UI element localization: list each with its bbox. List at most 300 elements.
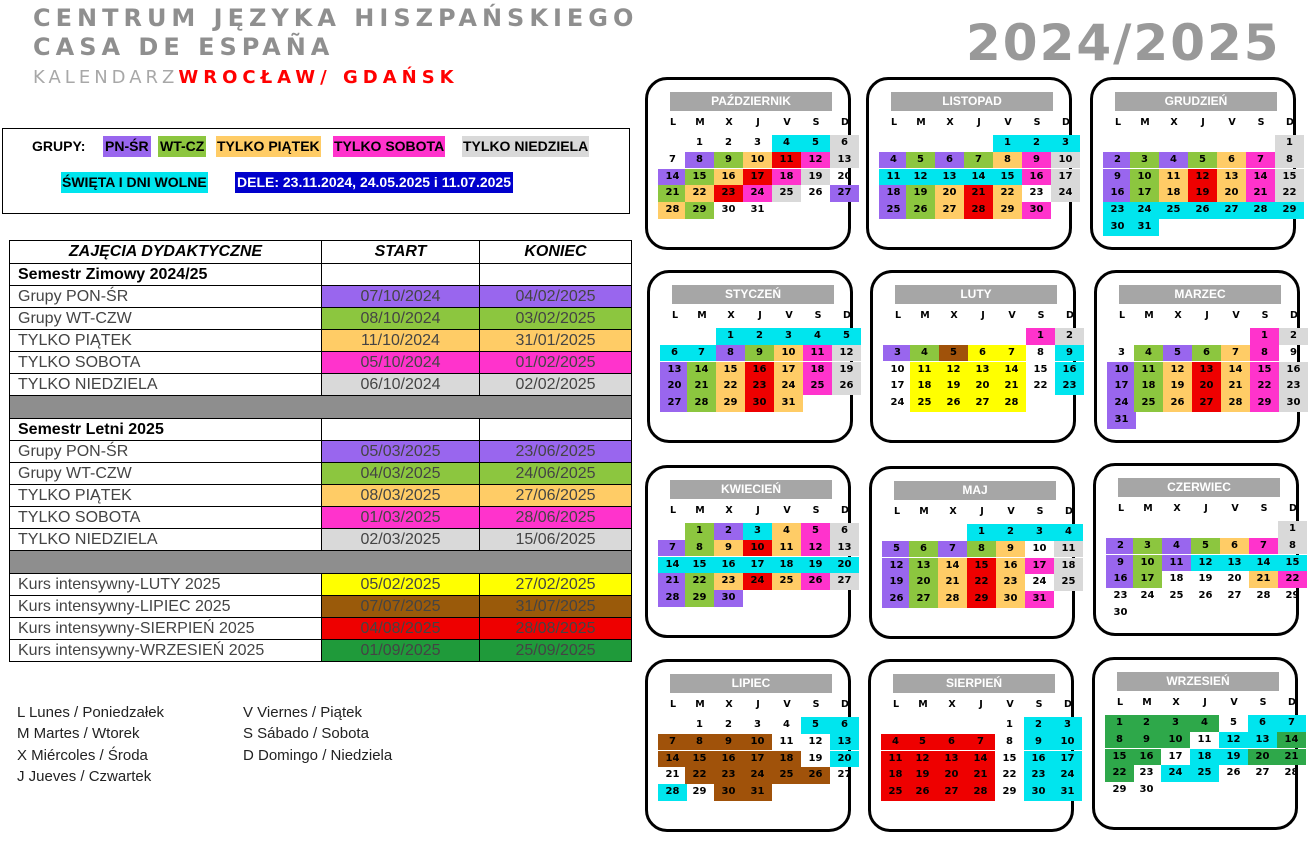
calendar-day: 10 [774,345,803,362]
calendar-day: 22 [1033,380,1048,392]
day-header: D [843,310,851,321]
day-header: D [1064,699,1072,710]
calendar-day: 6 [1220,538,1249,555]
day-header: L [1114,117,1122,128]
calendar-day: 27 [909,591,938,608]
calendar-day: 2 [1103,152,1132,169]
col-header-koniec: KONIEC [480,241,632,264]
calendar-day: 24 [743,185,772,202]
calendar-day: 9 [1022,152,1051,169]
day-header: D [841,505,849,516]
calendar-day: 23 [1029,187,1044,199]
day-header: L [894,310,902,321]
calendar-day: 3 [1133,538,1162,555]
calendar-day: 27 [660,395,689,412]
calendar-day: 19 [1219,749,1248,766]
day-header: V [785,310,793,321]
calendar-day: 3 [1053,717,1082,734]
calendar-day: 24 [890,397,905,409]
calendar-day: 17 [1107,378,1136,395]
day-header: M [916,117,926,128]
calendar-day: 21 [964,185,993,202]
table-row [10,596,632,618]
calendar-day: 3 [754,719,761,730]
day-header: J [758,310,762,321]
calendar-day: 25 [910,395,939,412]
calendar-day: 31 [1107,412,1136,429]
calendar-day: 3 [1051,135,1080,152]
kalendarz-label: KALENDARZ [33,67,179,88]
calendar-day: 4 [1134,345,1163,362]
calendar-day: 15 [1275,169,1304,186]
calendar-day: 25 [881,784,910,801]
calendar-day: 7 [1277,715,1306,732]
calendar-day: 18 [1054,558,1083,575]
calendar-day: 6 [830,717,859,734]
calendar-day: 30 [721,204,736,216]
calendar-day: 14 [687,362,716,379]
calendar-day: 24 [743,767,772,784]
row-end: 01/02/2025 [480,352,632,374]
calendar-day: 1 [716,328,745,345]
row-end: 27/06/2025 [480,485,632,507]
calendar-day: 8 [1105,732,1134,749]
year-title: 2024/2025 [966,14,1281,72]
calendar-day: 23 [996,574,1025,591]
calendar-day: 22 [1105,765,1134,782]
calendar-day: 17 [1051,169,1080,186]
calendar-month [1093,463,1299,636]
table-row [10,441,632,463]
calendar-day: 9 [1103,169,1132,186]
calendar-day: 14 [997,362,1026,379]
calendar-day: 5 [832,328,861,345]
day-header: J [979,699,983,710]
calendar-day: 5 [1230,717,1237,728]
calendar-day: 30 [714,590,743,607]
calendar-day: 29 [993,202,1022,219]
day-header: S [1035,699,1043,710]
groups-legend [2,128,630,214]
calendar-day: 28 [964,202,993,219]
calendar-day: 11 [772,540,801,557]
calendar-day: 23 [714,185,743,202]
calendar-day: 7 [938,541,967,558]
calendar-day: 26 [1188,202,1217,219]
calendar-day: 3 [1130,152,1159,169]
calendar-day: 29 [1285,590,1300,602]
calendar-day: 7 [966,734,995,751]
row-start: 08/03/2025 [322,485,480,507]
calendar-day: 26 [906,202,935,219]
calendar-day: 10 [1107,362,1136,379]
calendar-day: 4 [772,135,801,152]
calendar-day: 6 [1217,152,1246,169]
calendar-day: 1 [696,719,703,730]
calendar-day: 18 [1169,573,1184,585]
calendar-day: 7 [658,734,687,751]
day-header: J [1204,503,1208,514]
calendar-day: 3 [743,523,772,540]
calendar-day: 30 [1139,784,1154,796]
calendar-day: 10 [890,363,905,375]
calendar-day: 16 [1024,751,1053,768]
calendar-day: 22 [967,574,996,591]
day-header: X [948,699,956,710]
calendar-day: 10 [1130,169,1159,186]
day-header: S [812,117,820,128]
calendar-day: 21 [658,573,687,590]
calendar-day: 2 [1279,328,1308,345]
table-row [10,640,632,662]
calendar-day: 2 [725,719,732,730]
row-name: TYLKO PIĄTEK [10,330,322,352]
day-header: S [1260,503,1268,514]
calendar-day: 14 [1246,169,1275,186]
day-header: L [1118,310,1126,321]
table-row [10,507,632,529]
legend-label: GRUPY: [32,138,86,154]
day-header: J [1203,697,1207,708]
calendar-day: 8 [716,345,745,362]
calendar-day: 4 [803,328,832,345]
calendar-day: 9 [1024,734,1053,751]
calendar-day: 27 [937,784,966,801]
calendar-day: 28 [658,784,687,801]
calendar-day: 2 [1024,717,1053,734]
calendar-day: 16 [1103,185,1132,202]
calendar-day: 25 [772,767,801,784]
calendar-day: 6 [830,135,859,152]
row-name: Grupy PON-ŚR [10,441,322,463]
calendar-day: 3 [1161,715,1190,732]
calendar-day: 8 [1250,345,1279,362]
day-header: V [1007,506,1015,517]
table-separator [10,396,632,419]
calendar-day: 8 [1278,538,1307,555]
day-header: X [727,310,735,321]
calendar-day: 24 [1161,765,1190,782]
calendar-day: 13 [909,558,938,575]
calendar-day: 19 [832,362,861,379]
calendar-day: 6 [909,541,938,558]
row-end: 25/09/2025 [480,640,632,662]
calendar-day: 18 [910,378,939,395]
day-header: V [1230,697,1238,708]
abbr-x: X Miércoles / Środa [17,747,148,764]
month-title: LUTY [895,285,1057,304]
day-header: M [1142,697,1152,708]
calendar-day: 29 [685,590,714,607]
calendar-day: 27 [1217,202,1246,219]
calendar-day: 13 [968,362,997,379]
calendar-day: 11 [881,751,910,768]
row-end: 03/02/2025 [480,308,632,330]
calendar-day: 21 [1246,185,1275,202]
calendar-day: 2 [1022,135,1051,152]
calendar-day: 24 [1032,576,1047,588]
calendar-day: 21 [938,574,967,591]
calendar-day: 26 [908,784,937,801]
day-header: J [756,699,760,710]
calendar-day: 18 [879,185,908,202]
row-name: TYLKO SOBOTA [10,507,322,529]
day-header: V [783,117,791,128]
calendar-day: 20 [1248,749,1277,766]
calendar-month [869,466,1075,639]
calendar-day: 25 [879,202,908,219]
calendar-day: 26 [832,378,861,395]
calendar-day: 18 [881,767,910,784]
day-header: D [1289,503,1297,514]
calendar-day: 28 [966,784,995,801]
calendar-day: 14 [966,751,995,768]
calendar-day: 13 [1217,169,1246,186]
calendar-day: 9 [1106,555,1135,572]
calendar-day: 19 [801,169,830,186]
calendar-day: 24 [1140,590,1155,602]
calendar-day: 9 [1132,732,1161,749]
calendar-day: 29 [1275,202,1304,219]
calendar-day: 24 [1051,185,1080,202]
calendar-day: 31 [743,784,772,801]
day-header: M [697,310,707,321]
calendar-day: 30 [714,784,743,801]
calendar-day: 6 [660,345,689,362]
month-title: GRUDZIEŃ [1115,92,1277,111]
calendar-day: 15 [1250,362,1279,379]
calendar-day: 25 [1054,574,1083,591]
calendar-day: 16 [714,751,743,768]
day-header: J [980,506,984,517]
header-kalendarz [33,66,459,90]
calendar-month [866,77,1072,250]
col-header-zajecia: ZAJĘCIA DYDAKTYCZNE [10,241,322,264]
calendar-day: 25 [772,573,801,590]
table-row [10,618,632,640]
calendar-day: 6 [935,152,964,169]
row-start: 11/10/2024 [322,330,480,352]
row-end: 31/07/2025 [480,596,632,618]
calendar-month [1090,77,1296,250]
calendar-day: 11 [779,735,794,747]
calendar-day: 28 [687,395,716,412]
table-row [10,463,632,485]
row-name: Kurs intensywny-LUTY 2025 [10,574,322,596]
legend-piatek: TYLKO PIĄTEK [216,136,321,157]
day-header: S [1257,117,1265,128]
row-name: Grupy PON-ŚR [10,286,322,308]
abbr-j: J Jueves / Czwartek [17,768,152,785]
calendar-day: 14 [658,557,687,574]
calendar-day: 21 [997,378,1026,395]
calendar-month [645,659,851,832]
calendar-day: 21 [658,185,687,202]
calendar-day: 19 [808,752,823,764]
calendar-day: 19 [906,185,935,202]
calendar-day: 22 [685,185,714,202]
calendar-day: 3 [774,328,803,345]
day-header: D [1066,310,1074,321]
calendar-day: 25 [772,185,801,202]
row-start: 05/10/2024 [322,352,480,374]
calendar-day: 1 [993,135,1022,152]
calendar-day: 12 [801,152,830,169]
abbr-d: D Domingo / Niedziela [243,747,393,764]
calendar-day: 29 [692,786,707,798]
day-header: L [1116,697,1124,708]
calendar-day: 17 [1130,185,1159,202]
calendar-day: 25 [1134,395,1163,412]
calendar-day: 5 [882,541,911,558]
calendar-day: 2 [1132,715,1161,732]
calendar-day: 7 [1221,345,1250,362]
day-header: J [756,117,760,128]
calendar-day: 20 [830,557,859,574]
calendar-day: 28 [658,202,687,219]
row-end: 31/01/2025 [480,330,632,352]
calendar-day: 16 [1132,749,1161,766]
calendar-day: 12 [906,169,935,186]
calendar-day: 21 [1221,378,1250,395]
calendar-day: 9 [996,541,1025,558]
calendar-day: 6 [968,345,997,362]
calendar-day: 26 [1163,395,1192,412]
calendar-day: 18 [772,169,801,186]
calendar-day: 13 [660,362,689,379]
calendar-day: 23 [714,573,743,590]
calendar-day: 11 [772,152,801,169]
day-header: L [1117,503,1125,514]
row-start: 08/10/2024 [322,308,480,330]
calendar-day: 13 [1192,362,1221,379]
calendar-day: 22 [1278,571,1307,588]
day-header: J [981,310,985,321]
calendar-day: 13 [935,169,964,186]
calendar-day: 5 [801,135,830,152]
calendar-day: 16 [996,558,1025,575]
calendar-day: 4 [1159,152,1188,169]
row-name: Grupy WT-CZW [10,463,322,485]
legend-holidays: ŚWIĘTA I DNI WOLNE [61,172,208,193]
row-start: 04/08/2025 [322,618,480,640]
calendar-day: 30 [1113,607,1128,618]
calendar-day: 12 [882,558,911,575]
calendar-day: 23 [745,378,774,395]
calendar-day: 13 [830,152,859,169]
calendar-day: 2 [725,137,732,148]
calendar-day: 28 [938,591,967,608]
calendar-day: 28 [997,395,1026,412]
calendar-day: 30 [745,395,774,412]
day-header: X [1173,503,1181,514]
table-row [10,529,632,551]
calendar-day: 16 [1279,362,1308,379]
row-end: 28/06/2025 [480,507,632,529]
row-name: Kurs intensywny-SIERPIEŃ 2025 [10,618,322,640]
calendar-day: 2 [1055,328,1084,345]
day-header: V [1004,117,1012,128]
calendar-day: 14 [1277,732,1306,749]
schedule-table [9,240,632,662]
row-start: 05/02/2025 [322,574,480,596]
month-title: PAŹDZIERNIK [670,92,832,111]
calendar-day: 31 [774,395,803,412]
day-header: L [890,117,898,128]
calendar-day: 2 [996,524,1025,541]
calendar-day: 20 [830,751,859,768]
calendar-day: 28 [1246,202,1275,219]
calendar-day: 5 [1191,538,1220,555]
calendar-day: 9 [1290,346,1297,358]
calendar-day: 5 [939,345,968,362]
calendar-day: 1 [696,137,703,148]
day-header: S [812,505,820,516]
calendar-day: 23 [714,767,743,784]
calendar-day: 17 [743,169,772,186]
calendar-day: 15 [967,558,996,575]
day-header: J [1201,117,1205,128]
row-name: Kurs intensywny-LIPIEC 2025 [10,596,322,618]
calendar-day: 17 [1168,750,1183,762]
calendar-month [647,270,853,443]
calendar-day: 8 [685,540,714,557]
day-header: S [1036,506,1044,517]
day-header: V [1228,117,1236,128]
calendar-day: 4 [783,719,790,730]
calendar-day: 8 [993,152,1022,169]
calendar-day: 10 [1053,734,1082,751]
calendar-month [868,659,1074,832]
calendar-day: 26 [808,187,823,199]
calendar-day: 14 [658,751,687,768]
day-header: D [1065,506,1073,517]
calendar-day: 13 [830,540,859,557]
abbr-m: M Martes / Wtorek [17,725,140,742]
row-end: 24/06/2025 [480,463,632,485]
calendar-day: 11 [803,345,832,362]
day-header: V [1008,310,1016,321]
calendar-day: 8 [1006,735,1013,747]
calendar-day: 8 [967,541,996,558]
calendar-day: 24 [743,573,772,590]
calendar-day: 12 [801,540,830,557]
calendar-day: 20 [660,378,689,395]
calendar-day: 18 [803,362,832,379]
calendar-day: 29 [967,591,996,608]
calendar-day: 29 [716,395,745,412]
calendar-day: 15 [1278,555,1307,572]
calendar-day: 13 [937,751,966,768]
calendar-day: 21 [1277,749,1306,766]
calendar-day: 1 [1275,135,1304,152]
day-header: D [1288,697,1296,708]
calendar-day: 1 [1278,521,1307,538]
calendar-day: 15 [993,169,1022,186]
calendar-day: 22 [685,573,714,590]
calendar-day: 15 [685,557,714,574]
row-name: TYLKO NIEDZIELA [10,529,322,551]
calendar-day: 4 [910,345,939,362]
calendar-day: 19 [1188,185,1217,202]
calendar-day: 7 [669,153,676,165]
calendar-day: 11 [1197,733,1212,745]
city-label: WROCŁAW/ GDAŃSK [178,67,459,88]
calendar-day: 19 [939,378,968,395]
month-title: LIPIEC [670,674,832,693]
month-title: CZERWIEC [1118,478,1280,497]
calendar-day: 31 [1130,219,1159,236]
